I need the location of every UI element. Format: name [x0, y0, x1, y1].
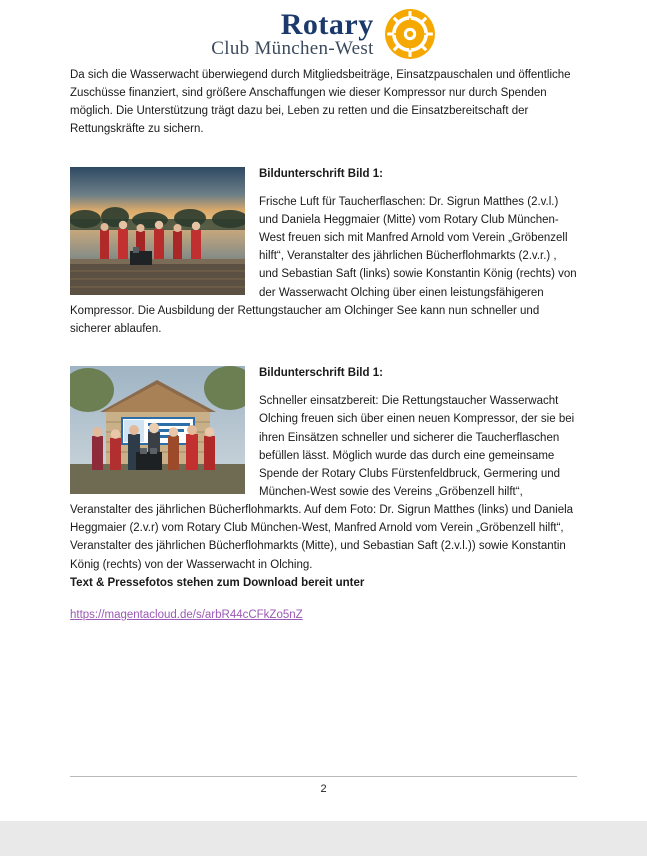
photo-station-group — [70, 366, 245, 494]
intro-paragraph: Da sich die Wasserwacht überwiegend durch Mitgliedsbeiträge, Einsatzpauschalen und öffentliche Zuschüsse finanziert, sind größere Anschaffungen wie dieser Kompressor nur durch Spenden möglich. Die Unterstützung trägt dazu bei, Leben zu retten und die Einsatzbereitschaft der Rettungskräfte zu sichern. — [70, 69, 571, 136]
brand-subtitle: Club München-West — [211, 37, 374, 59]
figure-block-1 — [70, 165, 577, 338]
figure-2 — [70, 366, 245, 494]
download-heading: Text & Pressefotos stehen zum Download bereit unter — [70, 576, 365, 589]
footer-divider — [70, 776, 577, 777]
brand-text — [211, 9, 373, 58]
caption-text-1: Frische Luft für Taucherflaschen: Dr. Sigrun Matthes (2.v.l.) und Daniela Heggmaier (Mitte) vom Rotary Club München-West freuen sich mit Manfred Arnold vom Verein „Gröbenzell hilft“, Veranstalter des jährlichen Bücherflohmarkts (2.v.r.) , und Sebastian Saft (links) sowie Konstantin König (rechts) von der Wasserwacht Olching über einen leistungsfähigeren Kompressor. Die Ausbildung der Rettungstaucher am Olchinger See kann nun schneller und sicherer ablaufen. — [70, 195, 577, 335]
figure-block-2 — [70, 364, 577, 574]
document-body — [0, 66, 647, 624]
document-header — [0, 0, 647, 66]
caption-title-2: Bildunterschrift Bild 1: — [259, 367, 383, 380]
page-footer — [70, 776, 577, 795]
page-number: 2 — [320, 783, 327, 795]
photo-lake-sunset — [70, 167, 245, 295]
download-link[interactable]: https://magentacloud.de/s/arbR44cCFkZo5nZ — [70, 608, 303, 621]
rotary-wheel-icon — [384, 8, 436, 60]
brand-title: Rotary — [280, 8, 374, 42]
caption-title-1: Bildunterschrift Bild 1: — [259, 167, 383, 180]
caption-text-2: Schneller einsatzbereit: Die Rettungstaucher Wasserwacht Olching freuen sich über einen neuen Kompressor, der sie bei ihren Einsätzen schneller und sicherer die Taucherflaschen befüllen lässt. Möglich wurde das durch eine gemeinsame Spende der Rotary Clubs Fürstenfeldbruck, Germering und München-West sowie des Vereins „Gröbenzell hilft“, Veranstalter des jährlichen Bücherflohmarkts. Auf dem Foto: Dr. Sigrun Matthes (links) und Daniela Heggmaier (2.v.r) vom Rotary Club München-West, Manfred Arnold vom Verein „Gröbenzell hilft“, Veranstalter des jährlichen Bücherflohmarkts (Mitte), und Sebastian Saft (2.v.l.)) sowie Konstantin König (rechts) von der Wasserwacht in Olching. — [70, 395, 575, 571]
page-gutter — [0, 821, 647, 856]
figure-1 — [70, 167, 245, 295]
